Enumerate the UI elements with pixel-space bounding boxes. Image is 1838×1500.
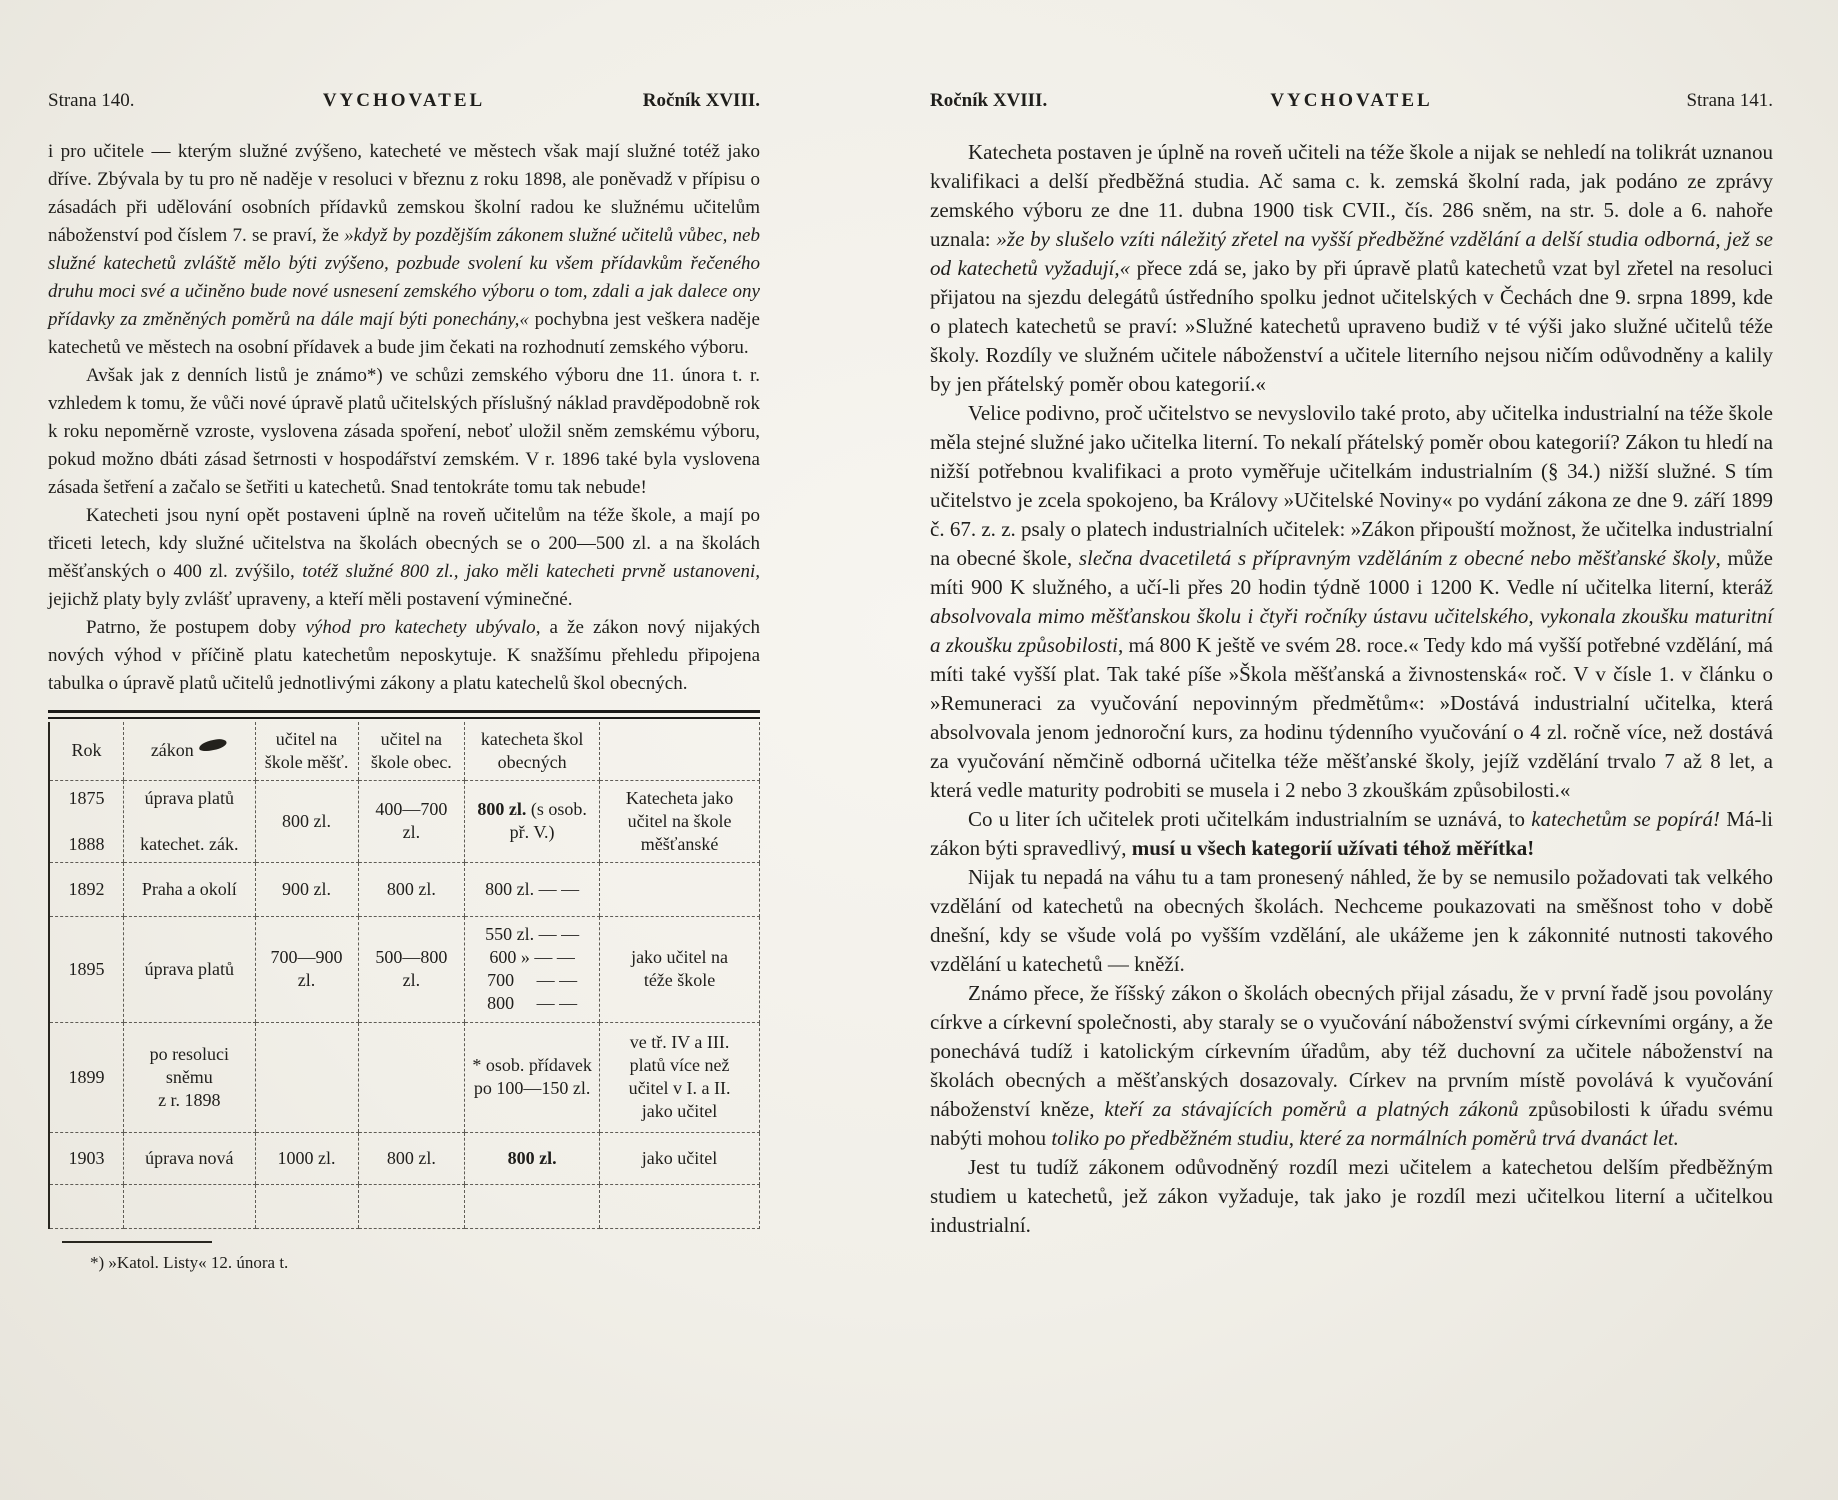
cell-line xyxy=(469,728,595,751)
text-run: 1000 zl. xyxy=(277,1147,336,1168)
cell-line xyxy=(604,1077,755,1100)
text-run: škole měšť. xyxy=(264,751,349,772)
text-run: , má 800 K ještě ve svém 28. roce.« Tedy kdo má vyšší potřebné vzdělání, má míti také vyšší plat. Tak také píše »Škola měšťanská a živnostenská« roč. V v čísle 1. v článku o »Remuneraci za vyučování nepovinným předmětům«: »Dostává industrialní učitelka, která absolvovala jenom jednoroční kurs, za hodinu týdenního vyučování o 4 zl. ročně více, než dostává za vyučování němčině odborná učitelka téže měšťanské školy, jejíž vzdělání trvalo 7 až 8 let, a která vedle maturity podrobiti se musela i 2 nebo 3 zkouškám způsobilosti.« xyxy=(930,633,1773,802)
cell-line xyxy=(54,833,119,856)
cell-line xyxy=(363,751,461,774)
cell-line xyxy=(469,1054,595,1077)
table-header-cell xyxy=(600,722,760,780)
table-cell xyxy=(358,1132,465,1184)
cell-line xyxy=(54,958,119,981)
text-run: Avšak jak z denních listů je známo*) ve schůzi zemského výboru dne 11. února t. r. vzhledem k tomu, že vůči nové úpravě platů učitelských příslušný náklad pravděpodobně rok k roku nepoměrně vzroste, vyslovena zásada spoření, neboť uložil sněm zemskému výboru, pokud možno dbáti zásad šetrnosti v hospodářství zemském. V r. 1896 také byla vyslovena zásada šetření a začalo se šetřiti u katechetů. Snad tentokráte tomu tak nebude! xyxy=(48,365,760,498)
table-cell xyxy=(358,1184,465,1228)
text-run: (s osob. xyxy=(526,799,587,819)
text-run: Jest tu tudíž zákonem odůvodněný rozdíl mezi učitelem a katechetou delším předběžným studiem u katechetů, jež zákon vyžaduje, tak jako je rozdíl mezi učitelkou literní a učitelkou industrialní. xyxy=(930,1155,1773,1237)
text-run: 400—700 xyxy=(375,799,448,819)
cell-line xyxy=(363,946,461,969)
text-run: 900 zl. xyxy=(282,878,332,899)
paragraph xyxy=(48,362,760,502)
cell-line xyxy=(128,1147,250,1170)
cell-line xyxy=(604,969,755,992)
table-header-cell xyxy=(465,722,600,780)
cell-line xyxy=(260,751,354,774)
text-run: obecných xyxy=(497,751,567,772)
text-run: Katecheti jsou nyní opět postaveni úplně na roveň učitelům na téže škole, a mají po třiceti letech, kdy služné učitelstva na školách obecných se o 200—500 zl. a na školách měšťanských o 400 zl. zvýšilo, xyxy=(48,505,760,582)
table-cell xyxy=(124,916,255,1022)
table-header-cell xyxy=(358,722,465,780)
paragraph xyxy=(48,614,760,698)
text-run: 800 zl. xyxy=(282,810,332,831)
cell-line xyxy=(54,810,119,833)
italic-text-run: absolvovala mimo měšťanskou školu i čtyři ročníky ústavu učitelského, vykonala zkoušku maturitní a zkoušku způsobilosti xyxy=(930,604,1773,657)
text-run: př. V.) xyxy=(509,822,555,842)
paragraph xyxy=(930,805,1773,863)
table-cell xyxy=(465,862,600,916)
italic-text-run: »když by pozdějším zákonem služné učitelů vůbec, neb služné katechetů zvláště mělo býti zvýšeno, pozbude svolení ku všem přídavkům řečeného druhu moci své a učiněno bude nové usnesení zemského výboru o tom, zdali a jak dalece ony přídavky za změněných poměrů na dále mají býti ponechány,« xyxy=(48,225,760,330)
table-row xyxy=(49,862,760,916)
text-run: zl. xyxy=(402,970,421,990)
text-run: 1895 xyxy=(68,958,105,979)
cell-line xyxy=(469,878,595,901)
cell-line xyxy=(363,1147,461,1170)
text-run: pochybna jest veškera naděje katechetů ve městech na osobní přídavek a bude jim čekati na rozhodnutí zemského výboru. xyxy=(48,309,760,358)
text-run: 700 — — xyxy=(487,970,578,990)
table-cell xyxy=(255,1022,358,1132)
text-run: téže škole xyxy=(643,970,716,990)
footnote-block xyxy=(48,1241,760,1277)
text-run: 1899 xyxy=(68,1066,105,1087)
left-page-number-label: Strana 140. xyxy=(48,90,135,111)
paragraph xyxy=(930,863,1773,979)
table-header-cell xyxy=(124,722,255,780)
text-run: ve tř. IV a III. xyxy=(629,1032,730,1052)
paragraph xyxy=(930,399,1773,805)
cell-line xyxy=(363,878,461,901)
cell-line xyxy=(604,787,755,810)
cell-line xyxy=(604,946,755,969)
bold-text-run: 800 zl. xyxy=(477,799,527,819)
text-run: sněmu xyxy=(165,1066,213,1087)
footnote-rule xyxy=(62,1241,212,1243)
right-page-column xyxy=(930,138,1773,1240)
table-cell xyxy=(124,862,255,916)
right-page-number-label: Strana 141. xyxy=(1686,90,1773,111)
cell-line xyxy=(604,1147,755,1170)
cell-line xyxy=(260,728,354,751)
table-cell xyxy=(465,1022,600,1132)
text-run: platů více než xyxy=(629,1055,730,1075)
paragraph xyxy=(930,138,1773,399)
cell-line xyxy=(469,1077,595,1100)
table-row xyxy=(49,1132,760,1184)
cell-line xyxy=(469,798,595,821)
text-run: Patrno, že postupem doby xyxy=(86,617,306,638)
text-run: jejichž platy byly zvlášť upraveny, a kteří měli postavení výminečné. xyxy=(48,589,573,610)
bold-text-run: musí u všech kategorií užívati téhož měřítka! xyxy=(1131,836,1535,860)
text-run: učitel v I. a II. xyxy=(628,1078,731,1098)
left-volume-label: Ročník XVIII. xyxy=(642,90,760,111)
table-cell xyxy=(358,916,465,1022)
table-row xyxy=(49,780,760,862)
table-cell xyxy=(49,1132,124,1184)
text-run: 800 zl. xyxy=(386,878,436,899)
table-cell xyxy=(49,916,124,1022)
table-cell xyxy=(465,1132,600,1184)
text-run: 800 — — xyxy=(487,993,578,1013)
text-run: úprava platů xyxy=(144,787,235,808)
right-volume-label: Ročník XVIII. xyxy=(930,90,1048,111)
text-run: Má-li zákon býti spravedlivý, xyxy=(930,807,1773,860)
table-cell xyxy=(124,780,255,862)
cell-line xyxy=(604,833,755,856)
cell-line xyxy=(604,810,755,833)
cell-line xyxy=(128,878,250,901)
salary-table xyxy=(48,722,760,1229)
table-cell xyxy=(465,916,600,1022)
text-run: z r. 1898 xyxy=(158,1089,221,1110)
cell-line xyxy=(469,821,595,844)
text-run: 500—800 xyxy=(375,947,448,967)
cell-line xyxy=(604,1100,755,1123)
cell-line xyxy=(260,1147,354,1170)
cell-line xyxy=(54,1066,119,1089)
text-run: 1892 xyxy=(68,878,105,899)
text-run: * osob. přídavek xyxy=(472,1055,592,1075)
table-cell xyxy=(600,780,760,862)
journal-title: VYCHOVATEL xyxy=(322,90,486,111)
cell-line xyxy=(469,946,595,969)
text-run: jako učitel xyxy=(641,1147,718,1168)
cell-line xyxy=(363,969,461,992)
cell-line xyxy=(128,833,250,856)
cell-line xyxy=(128,1043,250,1066)
italic-text-run: slečna dvacetiletá s přípravným vzděláním z obecné nebo měšťanské školy xyxy=(1078,546,1716,570)
table-cell xyxy=(358,1022,465,1132)
cell-line xyxy=(54,787,119,810)
italic-text-run: totéž služné 800 zl., jako měli katecheti prvně ustanoveni, xyxy=(302,561,760,582)
text-run: po 100—150 zl. xyxy=(473,1078,591,1098)
ink-smudge-artifact xyxy=(198,738,227,753)
table-cell xyxy=(49,862,124,916)
cell-line xyxy=(128,1066,250,1089)
text-run: 600 » — — xyxy=(489,947,575,967)
cell-line xyxy=(469,969,595,992)
text-run: 1903 xyxy=(68,1147,105,1168)
text-run: jako učitel na xyxy=(631,947,729,967)
cell-line xyxy=(604,1054,755,1077)
text-run: i pro učitele — kterým služné zvýšeno, katecheté ve městech však mají služné totéž jako dříve. Zbývala by tu pro ně naděje v resoluci v březnu z roku 1898, ale poněvadž v přípisu o zásadách při udělování osobních přídavků zemskou školní radou ke služnému učitelům náboženství pod číslem 7. se praví, že xyxy=(48,141,760,246)
footnote-text: *) »Katol. Listy« 12. února t. xyxy=(90,1252,289,1272)
cell-line xyxy=(54,739,119,762)
text-run: Velice podivno, proč učitelstvo se nevyslovilo také proto, aby učitelka industrialní na téže škole měla stejné služné jako učitelka literní. To nekalí přátelský poměr obou kategorií? Zákon tu hledí na nižší potřebnou kvalifikaci a proto vyměřuje učitelkám industrialním (§ 34.) nižší služné. S tím učitelstvo je zcela spokojeno, ba Královy »Učitelské Noviny« po vydání zákona ze dne 9. září 1899 č. 67. z. z. psaly o platech industrialních učitelek: »Zákon připouští možnost, že učitelka industrialní na obecné škole, xyxy=(930,401,1773,570)
text-run: Nijak tu nepadá na váhu tu a tam pronesený náhled, že by se nemusilo požadovati tak velkého vzdělání od katechetů na obecných školách. Nechceme poukazovati na směšnost toho v době dnešní, kdy se všude volá po vyšším vzdělání, ale ukážeme jen k zákonnité nutnosti takového vzdělání u katechetů — kněží. xyxy=(930,865,1773,976)
table-row xyxy=(49,916,760,1022)
text-run: zl. xyxy=(402,822,421,842)
text-run: zákon xyxy=(150,740,194,761)
text-run: úprava nová xyxy=(145,1147,234,1168)
table-cell xyxy=(600,1022,760,1132)
italic-text-run: kteří za stávajících poměrů a platných zákonů xyxy=(1104,1097,1519,1121)
text-run: po resoluci xyxy=(149,1043,230,1064)
cell-line xyxy=(363,821,461,844)
bold-text-run: 800 zl. xyxy=(507,1147,557,1168)
italic-text-run: toliko po předběžném studiu, které za normálních poměrů trvá dvanáct let. xyxy=(1051,1126,1679,1150)
right-page-header xyxy=(930,90,1773,116)
table-cell xyxy=(465,780,600,862)
table-cell xyxy=(465,1184,600,1228)
table-cell xyxy=(255,862,358,916)
paragraph xyxy=(930,1153,1773,1240)
italic-text-run: výhod pro katechety ubývalo xyxy=(305,617,536,638)
table-cell xyxy=(358,862,465,916)
italic-text-run: »že by slušelo vzíti náležitý zřetel na vyšší předběžné vzdělání a delší studia odborná, jež se od katechetů vyžadují,« xyxy=(930,227,1773,280)
text-run: 800 zl. — — xyxy=(485,878,580,899)
text-run: , a že zákon nový nijakých nových výhod v příčině platu katechetům neposkytuje. K snažšímu přehledu připojena tabulka o úpravě platů učitelů jednotlivými zákony a platu katechelů škol obecných. xyxy=(48,617,760,694)
text-run: , může míti 900 K služného, a učí-li přes 20 hodin týdně 1000 i 1200 K. Vedle ní učitelka literní, kteráž xyxy=(930,546,1773,599)
cell-line xyxy=(469,923,595,946)
table-cell xyxy=(255,1184,358,1228)
left-page-text xyxy=(48,138,760,698)
paragraph xyxy=(48,138,760,362)
table-header-row xyxy=(49,722,760,780)
text-run: učitel na škole xyxy=(627,810,732,831)
table-cell xyxy=(124,1184,255,1228)
table-row xyxy=(49,1184,760,1228)
text-run: učitel na xyxy=(380,728,443,749)
table-cell xyxy=(600,916,760,1022)
cell-line xyxy=(260,878,354,901)
text-run: 1875 xyxy=(68,787,105,808)
table-cell xyxy=(124,1022,255,1132)
cell-line xyxy=(128,1089,250,1112)
text-run: Praha a okolí xyxy=(141,878,237,899)
table-cell xyxy=(600,862,760,916)
table-cell xyxy=(124,1132,255,1184)
cell-line xyxy=(128,739,250,762)
table-header-cell xyxy=(255,722,358,780)
salary-table-block xyxy=(48,710,760,1229)
journal-title: VYCHOVATEL xyxy=(1270,90,1433,111)
text-run: 550 zl. — — xyxy=(485,924,580,944)
cell-line xyxy=(260,969,354,992)
table-cell xyxy=(600,1184,760,1228)
cell-line xyxy=(363,728,461,751)
text-run: učitel na xyxy=(275,728,338,749)
text-run: jako učitel xyxy=(641,1101,718,1121)
text-run: přece zdá se, jako by při úpravě platů katechetů vzat byl zřetel na resoluci přijatou na sjezdu delegátů ústředního spolku jednot učitelských v Čechách dne 9. srpna 1899, kde o platech katechetů se praví: »Služné katechetů upraveno budiž v té výši jako služné učitelů téže školy. Rozdíly ve služném učitele náboženství a učitele literního nejsou ničím odůvodněny a kalily by jen přátelský poměr obou kategorií.« xyxy=(930,256,1774,396)
italic-text-run: katechetům se popírá! xyxy=(1531,807,1721,831)
cell-line xyxy=(128,810,250,833)
text-run: zl. xyxy=(297,970,316,990)
text-run: katecheta škol xyxy=(480,728,584,749)
table-cell xyxy=(49,1184,124,1228)
paragraph xyxy=(930,979,1773,1153)
text-run: měšťanské xyxy=(640,833,719,854)
cell-line xyxy=(469,992,595,1015)
cell-line xyxy=(604,1031,755,1054)
left-page-header xyxy=(48,90,760,116)
text-run: Známo přece, že říšský zákon o školách obecných přijal zásadu, že v první řadě jsou povolány církve a církevní společnosti, aby staraly se o vyučování náboženství svými církevními orgány, a že ponechává tudíž i katolickým církevním úřadům, aby též duchovní za učitele náboženství na školách obecných a měšťanských dosazovaly. Církev na prvním místě povolává k vyučování náboženství kněze, xyxy=(930,981,1773,1121)
table-cell xyxy=(255,780,358,862)
table-cell xyxy=(49,1022,124,1132)
text-run: škole obec. xyxy=(370,751,452,772)
text-run: 1888 xyxy=(68,833,105,854)
table-top-rule xyxy=(48,710,760,719)
text-run: Rok xyxy=(71,740,102,761)
cell-line xyxy=(260,946,354,969)
text-run: 800 zl. xyxy=(386,1147,436,1168)
table-cell xyxy=(255,1132,358,1184)
text-run: Co u liter ích učitelek proti učitelkám industrialním se uznává, to xyxy=(968,807,1532,831)
text-run: úprava platů xyxy=(144,958,235,979)
cell-line xyxy=(128,787,250,810)
paragraph xyxy=(48,502,760,614)
cell-line xyxy=(54,1147,119,1170)
table-cell xyxy=(600,1132,760,1184)
left-page-column xyxy=(48,138,760,1277)
cell-line xyxy=(469,751,595,774)
text-run: způsobilosti k úřadu svému nabýti mohou xyxy=(930,1097,1773,1150)
table-row xyxy=(49,1022,760,1132)
cell-line xyxy=(469,1147,595,1170)
cell-line xyxy=(363,798,461,821)
text-run: Katecheta postaven je úplně na roveň učiteli na téže škole a nijak se nehledí na tolikrát uznanou kvalifikaci a delší předběžná studia. Ač sama c. k. zemská školní rada, jak podáno ze zprávy zemského výboru ze dne 11. dubna 1900 tisk CVII., čís. 286 sněm, na str. 5. dole a 6. nahoře uznala: xyxy=(930,140,1773,251)
cell-line xyxy=(260,810,354,833)
table-cell xyxy=(49,780,124,862)
cell-line xyxy=(54,878,119,901)
cell-line xyxy=(128,958,250,981)
table-header-cell xyxy=(49,722,124,780)
text-run: 700—900 xyxy=(270,947,343,967)
table-cell xyxy=(255,916,358,1022)
right-page-text xyxy=(930,138,1773,1240)
table-cell xyxy=(358,780,465,862)
text-run: Katecheta jako xyxy=(625,787,734,808)
text-run: katechet. zák. xyxy=(140,833,239,854)
